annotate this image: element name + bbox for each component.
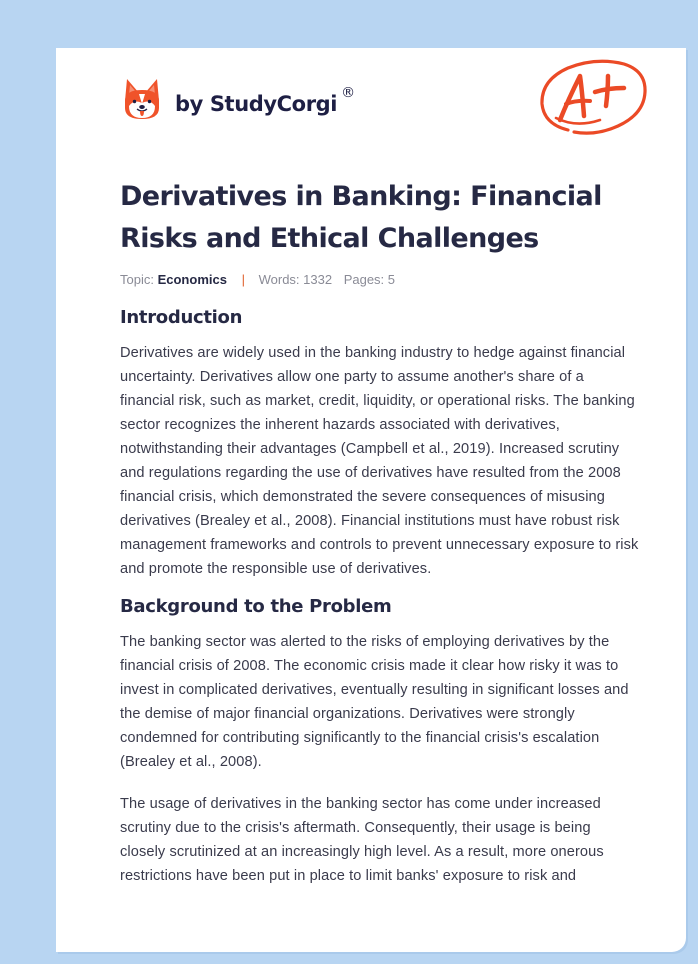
document-content: [120, 176, 640, 888]
a-plus-grade-icon: [538, 58, 650, 140]
paragraph: Derivatives are widely used in the banking industry to hedge against financial uncertainty. Derivatives allow one party to assume another's share of a financial risk, such as market, credit, liquidity, or operational risks. The banking sector recognizes the inherent hazards associated with derivatives, notwithstanding their advantages (Campbell et al., 2019). Increased scrutiny and regulations regarding the use of derivatives have resulted from the 2008 financial crisis, which demonstrated the severe consequences of misusing derivatives (Brealey et al., 2008). Financial institutions must have robust risk management frameworks and controls to prevent unnecessary exposure to risk and promote the responsible use of derivatives.: [120, 345, 639, 577]
document-card: [56, 48, 686, 952]
paragraph: The usage of derivatives in the banking sector has come under increased scrutiny due to the crisis's aftermath. Consequently, their usage is being closely scrutinized at an increasingly high level. As a result, more onerous restrictions have been put in place to limit banks' exposure to risk and: [120, 796, 604, 884]
meta-separator: |: [241, 272, 245, 287]
brand-name: by StudyCorgi: [175, 92, 338, 116]
word-count: Words: 1332: [258, 272, 333, 287]
document-meta: [120, 270, 640, 290]
paragraph: The banking sector was alerted to the risks of employing derivatives by the financial crisis of 2008. The economic crisis made it clear how risky it was to invest in complicated derivatives, eventually resulting in significant losses and the demise of major financial organizations. Derivatives were strongly condemned for contributing significantly to the financial crisis's escalation (Brealey et al., 2008).: [120, 634, 629, 770]
topic-link[interactable]: Economics: [157, 272, 227, 287]
registered-mark: ®: [341, 85, 356, 101]
studycorgi-logo[interactable]: [122, 76, 355, 122]
page-title: Derivatives in Banking: Financial Risks and Ethical Challenges: [120, 181, 602, 254]
section-heading-background: Background to the Problem: [120, 596, 392, 617]
page-count: Pages: 5: [343, 272, 396, 287]
topic-label: Topic:: [120, 272, 154, 287]
corgi-face-icon: [122, 77, 162, 121]
section-heading-introduction: Introduction: [120, 307, 243, 328]
